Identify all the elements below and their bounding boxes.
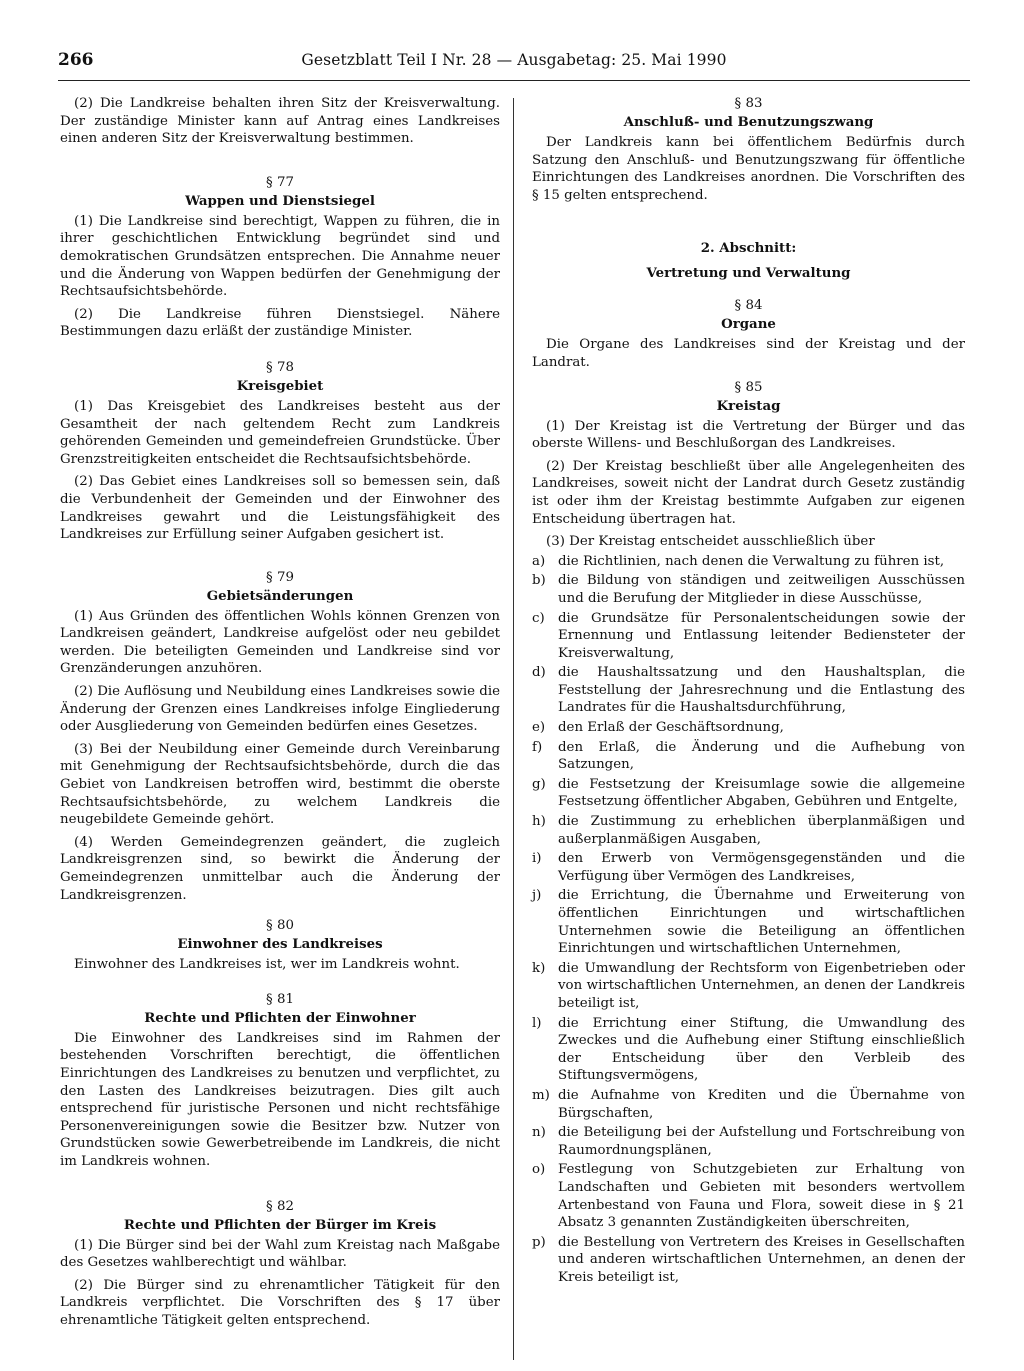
list-item-text: die Grundsätze für Personalentscheidungen sowie der Ernennung und Entlassung leitender Bediensteter der Kreisverwaltung, xyxy=(558,610,965,661)
running-title: Gesetzblatt Teil I Nr. 28 — Ausgabetag: 25. Mai 1990 xyxy=(301,51,727,69)
paragraph: Einwohner des Landkreises ist, wer im Landkreis wohnt. xyxy=(74,957,460,973)
list-item-label: j) xyxy=(532,888,542,904)
chapter-title: Vertretung und Verwaltung xyxy=(646,265,851,282)
paragraph: (1) Die Bürger sind bei der Wahl zum Kreistag nach Maßgabe des Gesetzes wahlberechtigt und wählbar. xyxy=(60,1237,500,1271)
paragraph: (2) Das Gebiet eines Landkreises soll so bemessen sein, daß die Verbundenheit der Gemeinden und der Einwohner des Landkreises gewahrt und die Leistungsfähigkeit des Landkreises zur Erfüllung seiner Aufgaben gesichert ist. xyxy=(60,474,500,543)
list-item-label: g) xyxy=(532,776,546,792)
left-column xyxy=(60,95,500,1335)
page-number: 266 xyxy=(58,50,94,70)
list-item-label: o) xyxy=(532,1162,546,1178)
list-item-label: m) xyxy=(532,1087,550,1103)
list-item xyxy=(532,776,965,811)
list-item-text: Festlegung von Schutzgebieten zur Erhaltung von Landschaften und Gebieten mit besonders wertvollem Artenbestand von Fauna und Flora, soweit diese in § 21 Absatz 3 genannten Zuständigkeiten überschreiten, xyxy=(558,1162,965,1231)
paragraph: (1) Aus Gründen des öffentlichen Wohls können Grenzen von Landkreisen geändert, Landkreise aufgelöst oder neu gebildet werden. Die beteiligten Gemeinden und Landkreise sind vor Grenzänderungen anzuhören. xyxy=(60,608,500,677)
list-item-text: die Haushaltssatzung und den Haushaltsplan, die Feststellung der Jahresrechnung und die Entlastung des Landrates für die Haushaltsdurchführung, xyxy=(558,665,965,716)
list-item-text: die Bestellung von Vertretern des Kreises in Gesellschaften und anderen wirtschaftlichen Unternehmen, an denen der Kreis beteiligt ist, xyxy=(558,1234,965,1285)
paragraph: (4) Werden Gemeindegrenzen geändert, die zugleich Landkreisgrenzen sind, so bewirkt die Änderung der Gemeindegrenzen unmittelbar auch die Änderung der Landkreisgrenzen. xyxy=(60,834,500,903)
list-item-text: die Richtlinien, nach denen die Verwaltung zu führen ist, xyxy=(558,553,945,569)
list-item xyxy=(532,887,965,957)
list-item-label: k) xyxy=(532,960,546,976)
list-item-label: a) xyxy=(532,553,546,569)
paragraph: (2) Die Landkreise führen Dienstsiegel. Nähere Bestimmungen dazu erläßt der zuständige Minister. xyxy=(60,306,500,340)
list-item-label: e) xyxy=(532,720,546,736)
list-item-text: die Aufnahme von Krediten und die Übernahme von Bürgschaften, xyxy=(558,1087,965,1121)
section-number: § 80 xyxy=(266,918,294,934)
paragraph: (2) Die Bürger sind zu ehrenamtlicher Tätigkeit für den Landkreis verpflichtet. Die Vorschriften des § 17 über ehrenamtliche Tätigkeit gelten entsprechend. xyxy=(60,1277,500,1328)
list-item-label: n) xyxy=(532,1125,546,1141)
list-item-text: die Errichtung, die Übernahme und Erweiterung von öffentlichen Einrichtungen und wirtschaftlichen Unternehmen sowie die Beteiligung an öffentlichen Einrichtungen und wirtschaftlichen Unternehmen, xyxy=(558,888,965,957)
paragraph: (2) Der Kreistag beschließt über alle Angelegenheiten des Landkreises, soweit nicht der Landrat durch Gesetz zuständig ist oder ihm der Kreistag bestimmte Aufgaben zur eigenen Entscheidung übertragen hat. xyxy=(532,458,965,527)
section-title: Wappen und Dienstsiegel xyxy=(185,192,375,209)
section-title: Organe xyxy=(721,316,776,333)
list-item-label: c) xyxy=(532,610,545,626)
list-item xyxy=(532,850,965,885)
list-item xyxy=(532,610,965,663)
list-item-label: i) xyxy=(532,851,542,867)
section-title: Rechte und Pflichten der Einwohner xyxy=(144,1009,416,1026)
paragraph: (2) Die Landkreise behalten ihren Sitz der Kreisverwaltung. Der zuständige Minister kann auf Antrag eines Landkreises einen anderen Sitz der Kreisverwaltung bestimmen. xyxy=(60,96,500,147)
list-intro: (3) Der Kreistag entscheidet ausschließlich über xyxy=(546,534,875,550)
column-divider xyxy=(513,98,514,1360)
list-item-text: die Festsetzung der Kreisumlage sowie die allgemeine Festsetzung öffentlicher Abgaben, Gebühren und Entgelte, xyxy=(558,776,965,810)
header-rule xyxy=(58,80,970,81)
list-item xyxy=(532,1124,965,1159)
list-item xyxy=(532,1087,965,1122)
list-item xyxy=(532,553,965,571)
list-item xyxy=(532,813,965,848)
page-header xyxy=(58,50,970,74)
list-item-text: den Erwerb von Vermögensgegenständen und die Verfügung über Vermögen des Landkreises, xyxy=(558,851,965,884)
list-item-label: f) xyxy=(532,739,543,755)
section-number: § 84 xyxy=(734,298,763,314)
list-item-text: den Erlaß der Geschäftsordnung, xyxy=(558,720,784,736)
section-title: Anschluß- und Benutzungszwang xyxy=(623,114,874,130)
section-title: Gebietsänderungen xyxy=(206,587,354,604)
list-item xyxy=(532,719,965,737)
section-title: Kreisgebiet xyxy=(236,377,324,394)
list-item-text: die Bildung von ständigen und zeitweiligen Ausschüssen und die Berufung der Mitglieder in diese Ausschüsse, xyxy=(558,573,965,606)
section-title: Kreistag xyxy=(716,397,781,414)
list-item-text: die Errichtung einer Stiftung, die Umwandlung des Zweckes und die Aufhebung einer Stiftung einschließlich der Entscheidung über den Verbleib des Stiftungsvermögens, xyxy=(558,1015,965,1084)
list-item xyxy=(532,1161,965,1231)
list-item xyxy=(532,664,965,717)
section-number: § 82 xyxy=(266,1198,294,1214)
paragraph: (1) Die Landkreise sind berechtigt, Wappen zu führen, die in ihrer geschichtlichen Entwicklung begründet sind und demokratischen Grundsätzen entsprechen. Die Annahme neuer und die Änderung von Wappen bedürfen der Genehmigung der Rechtsaufsichtsbehörde. xyxy=(60,213,500,300)
list-item-label: p) xyxy=(532,1234,546,1250)
list-item-text: die Beteiligung bei der Aufstellung und Fortschreibung von Raumordnungsplänen, xyxy=(558,1125,965,1158)
paragraph: Die Organe des Landkreises sind der Kreistag und der Landrat. xyxy=(532,337,965,370)
paragraph: (3) Bei der Neubildung einer Gemeinde durch Vereinbarung mit Genehmigung der Rechtsaufsichtsbehörde, durch die das Gebiet von Landkreisen betroffen wird, bestimmt die oberste Rechtsaufsichtsbehörde, zu welchem Landkreis die neugebildete Gemeinde gehört. xyxy=(60,741,500,828)
list-item-text: den Erlaß, die Änderung und die Aufhebung von Satzungen, xyxy=(558,739,965,773)
chapter-label: 2. Abschnitt: xyxy=(700,240,797,257)
paragraph: (2) Die Auflösung und Neubildung eines Landkreises sowie die Änderung der Grenzen eines Landkreises infolge Eingliederung oder Ausgliederung von Gemeinden bedürfen eines Gesetzes. xyxy=(60,684,500,735)
section-number: § 81 xyxy=(266,991,294,1007)
list-item-label: b) xyxy=(532,573,546,589)
list-item-label: d) xyxy=(532,665,546,681)
section-number: § 77 xyxy=(266,174,294,190)
list-item xyxy=(532,1015,965,1085)
section-number: § 85 xyxy=(734,379,763,395)
right-column xyxy=(532,95,965,1288)
list-item-text: die Zustimmung zu erheblichen überplanmäßigen und außerplanmäßigen Ausgaben, xyxy=(558,814,965,847)
list-item xyxy=(532,739,965,774)
list-item-label: l) xyxy=(532,1015,542,1031)
paragraph: (1) Das Kreisgebiet des Landkreises besteht aus der Gesamtheit der nach geltendem Recht zum Landkreis gehörenden Gemeinden und gemeindefreien Grundstücke. Über Grenzstreitigkeiten entscheidet die Rechtsaufsichtsbehörde. xyxy=(60,398,500,467)
section-number: § 83 xyxy=(734,96,763,111)
section-title: Einwohner des Landkreises xyxy=(177,936,383,953)
paragraph: (1) Der Kreistag ist die Vertretung der Bürger und das oberste Willens- und Beschlußorgan des Landkreises. xyxy=(532,418,965,452)
paragraph: Der Landkreis kann bei öffentlichem Bedürfnis durch Satzung den Anschluß- und Benutzungszwang für öffentliche Einrichtungen des Landkreises anordnen. Die Vorschriften des § 15 gelten entsprechend. xyxy=(532,135,965,203)
section-number: § 78 xyxy=(266,359,294,375)
list-item xyxy=(532,572,965,607)
list-item xyxy=(532,960,965,1013)
list-item xyxy=(532,1234,965,1287)
list-item-label: h) xyxy=(532,814,546,830)
section-number: § 79 xyxy=(266,569,294,585)
list-item-text: die Umwandlung der Rechtsform von Eigenbetrieben oder von wirtschaftlichen Unternehmen, an denen der Landkreis beteiligt ist, xyxy=(558,960,965,1011)
paragraph: Die Einwohner des Landkreises sind im Rahmen der bestehenden Vorschriften berechtigt, die öffentlichen Einrichtungen des Landkreises zu benutzen und verpflichtet, zu den Lasten des Landkreises beizutragen. Dies gilt auch entsprechend für juristische Personen und nicht rechtsfähige Personenvereinigungen sowie die Besitzer bzw. Nutzer von Grundstücken sowie Gewerbetreibende im Landkreis, die nicht im Landkreis wohnen. xyxy=(60,1030,500,1169)
section-title: Rechte und Pflichten der Bürger im Kreis xyxy=(123,1216,437,1233)
